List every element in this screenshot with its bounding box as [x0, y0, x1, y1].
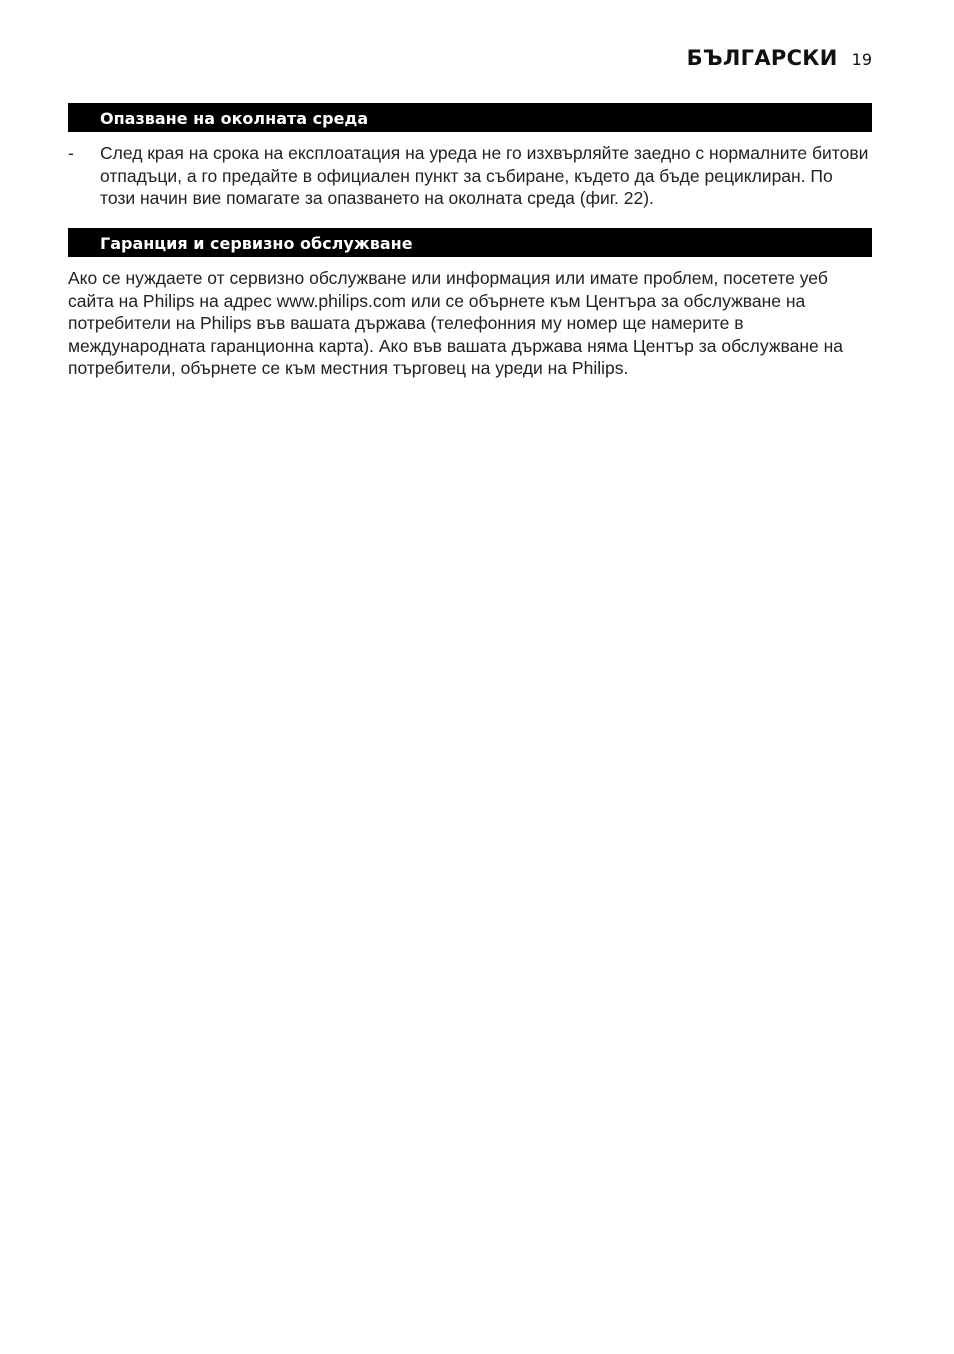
page-header: [687, 46, 872, 70]
section-heading-warranty: Гаранция и сервизно обслужване: [68, 228, 872, 257]
page-number: 19: [851, 50, 872, 69]
list-item: [68, 142, 872, 210]
bullet-marker: -: [68, 143, 74, 163]
warranty-paragraph: Ако се нуждаете от сервизно обслужване или информация или имате проблем, посетете уеб сайта на Philips на адрес www.philips.com или се обърнете към Центъра за обслужване на потребители на Philips във вашата държава (телефонния му номер ще намерите в международната гаранционна карта). Ако във вашата държава няма Център за обслужване на потребители, обърнете се към местния търговец на уреди на Philips.: [68, 268, 844, 378]
environment-text: След края на срока на експлоатация на уреда не го изхвърляйте заедно с нормалните битови отпадъци, а го предайте в официален пункт за събиране, където да бъде рециклиран. По този начин вие помагате за опазването на околната среда (фиг. 22).: [100, 143, 869, 208]
language-title: БЪЛГАРСКИ: [686, 46, 838, 70]
section-heading-environment: Опазване на околната среда: [68, 103, 872, 132]
